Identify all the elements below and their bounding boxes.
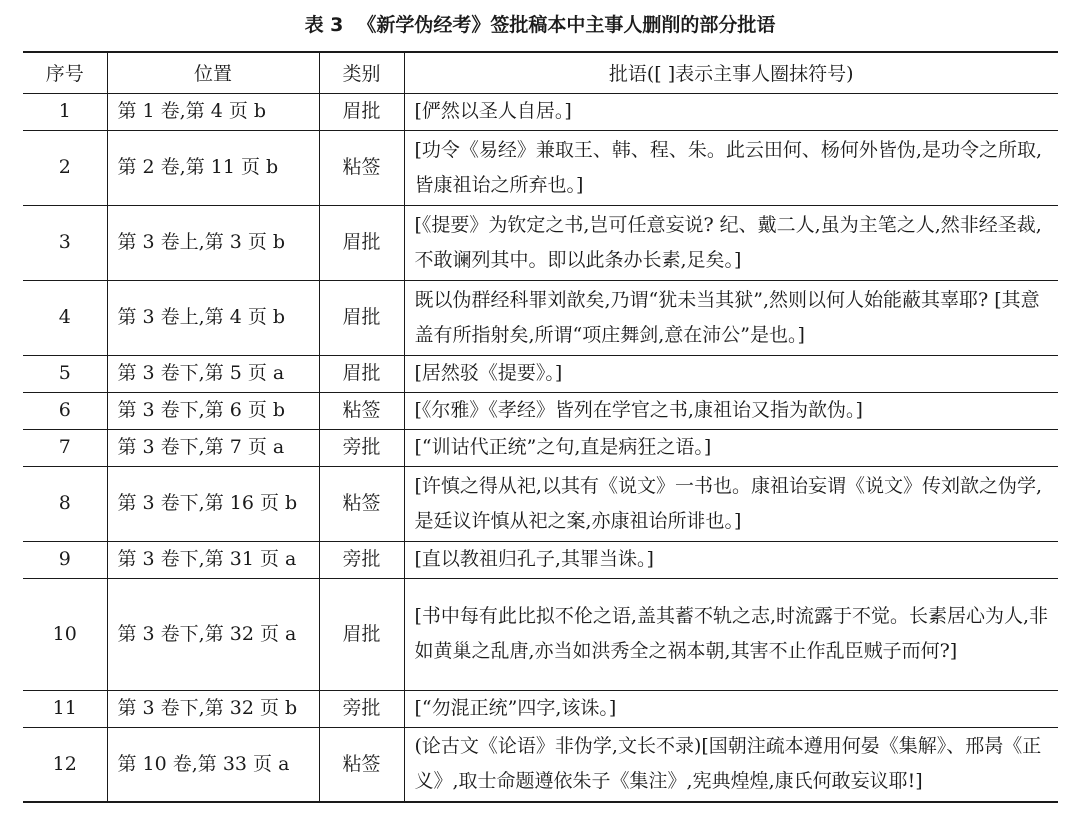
cell-position: 第 3 卷下,第 32 页 a bbox=[107, 578, 319, 690]
cell-type: 眉批 bbox=[319, 280, 404, 355]
cell-position: 第 3 卷下,第 32 页 b bbox=[107, 690, 319, 727]
table-row bbox=[23, 541, 1058, 578]
header-text: 批语([ ]表示主事人圈抹符号) bbox=[404, 52, 1058, 93]
table-row bbox=[23, 280, 1058, 355]
cell-text: [直以教祖归孔子,其罪当诛。] bbox=[404, 541, 1058, 578]
cell-type: 旁批 bbox=[319, 690, 404, 727]
table-row bbox=[23, 429, 1058, 466]
cell-seq: 5 bbox=[23, 355, 107, 392]
cell-type: 旁批 bbox=[319, 429, 404, 466]
cell-text: [《尔雅》《孝经》皆列在学官之书,康祖诒又指为歆伪。] bbox=[404, 392, 1058, 429]
header-type: 类别 bbox=[319, 52, 404, 93]
cell-type: 眉批 bbox=[319, 355, 404, 392]
cell-text: [书中每有此比拟不伦之语,盖其蓄不轨之志,时流露于不觉。长素居心为人,非如黄巢之乱唐,亦当如洪秀全之祸本朝,其害不止作乱臣贼子而何?] bbox=[404, 578, 1058, 690]
cell-type: 眉批 bbox=[319, 205, 404, 280]
cell-position: 第 3 卷下,第 31 页 a bbox=[107, 541, 319, 578]
table-title: 《新学伪经考》签批稿本中主事人删削的部分批语 bbox=[357, 14, 776, 36]
table-caption bbox=[0, 10, 1080, 40]
cell-position: 第 3 卷上,第 3 页 b bbox=[107, 205, 319, 280]
cell-seq: 9 bbox=[23, 541, 107, 578]
table-row bbox=[23, 355, 1058, 392]
header-position: 位置 bbox=[107, 52, 319, 93]
cell-text: [“训诂代正统”之句,直是病狂之语。] bbox=[404, 429, 1058, 466]
cell-seq: 10 bbox=[23, 578, 107, 690]
cell-position: 第 3 卷下,第 7 页 a bbox=[107, 429, 319, 466]
cell-type: 粘签 bbox=[319, 130, 404, 205]
cell-position: 第 3 卷下,第 6 页 b bbox=[107, 392, 319, 429]
cell-seq: 4 bbox=[23, 280, 107, 355]
cell-type: 旁批 bbox=[319, 541, 404, 578]
cell-seq: 7 bbox=[23, 429, 107, 466]
table-row bbox=[23, 392, 1058, 429]
table-number: 表 3 bbox=[304, 14, 344, 36]
cell-text: 既以伪群经科罪刘歆矣,乃谓“犹未当其狱”,然则以何人始能蔽其辜耶? [其意盖有所指射矣,所谓“项庄舞剑,意在沛公”是也。] bbox=[404, 280, 1058, 355]
cell-type: 眉批 bbox=[319, 578, 404, 690]
cell-seq: 1 bbox=[23, 93, 107, 130]
cell-position: 第 1 卷,第 4 页 b bbox=[107, 93, 319, 130]
table-row bbox=[23, 690, 1058, 727]
cell-seq: 2 bbox=[23, 130, 107, 205]
cell-text: [许慎之得从祀,以其有《说文》一书也。康祖诒妄谓《说文》传刘歆之伪学,是廷议许慎从祀之案,亦康祖诒所诽也。] bbox=[404, 466, 1058, 541]
cell-seq: 6 bbox=[23, 392, 107, 429]
cell-text: [居然驳《提要》。] bbox=[404, 355, 1058, 392]
cell-type: 粘签 bbox=[319, 466, 404, 541]
cell-text: [《提要》为钦定之书,岂可任意妄说? 纪、戴二人,虽为主笔之人,然非经圣裁,不敢谰列其中。即以此条办长素,足矣。] bbox=[404, 205, 1058, 280]
cell-seq: 8 bbox=[23, 466, 107, 541]
cell-position: 第 3 卷下,第 16 页 b bbox=[107, 466, 319, 541]
cell-position: 第 3 卷上,第 4 页 b bbox=[107, 280, 319, 355]
table-row bbox=[23, 130, 1058, 205]
cell-text: [功令《易经》兼取王、韩、程、朱。此云田何、杨何外皆伪,是功令之所取,皆康祖诒之所弃也。] bbox=[404, 130, 1058, 205]
cell-seq: 3 bbox=[23, 205, 107, 280]
cell-seq: 12 bbox=[23, 727, 107, 802]
cell-text: [俨然以圣人自居。] bbox=[404, 93, 1058, 130]
table-row bbox=[23, 93, 1058, 130]
table-row bbox=[23, 727, 1058, 802]
table-row bbox=[23, 466, 1058, 541]
table-row bbox=[23, 205, 1058, 280]
annotation-table bbox=[23, 51, 1058, 803]
header-row bbox=[23, 52, 1058, 93]
cell-type: 眉批 bbox=[319, 93, 404, 130]
cell-position: 第 10 卷,第 33 页 a bbox=[107, 727, 319, 802]
cell-position: 第 2 卷,第 11 页 b bbox=[107, 130, 319, 205]
table-row bbox=[23, 578, 1058, 690]
cell-type: 粘签 bbox=[319, 727, 404, 802]
cell-text: (论古文《论语》非伪学,文长不录)[国朝注疏本遵用何晏《集解》、邢昺《正义》,取士命题遵依朱子《集注》,宪典煌煌,康氏何敢妄议耶!] bbox=[404, 727, 1058, 802]
cell-seq: 11 bbox=[23, 690, 107, 727]
cell-position: 第 3 卷下,第 5 页 a bbox=[107, 355, 319, 392]
header-seq: 序号 bbox=[23, 52, 107, 93]
cell-text: [“勿混正统”四字,该诛。] bbox=[404, 690, 1058, 727]
cell-type: 粘签 bbox=[319, 392, 404, 429]
